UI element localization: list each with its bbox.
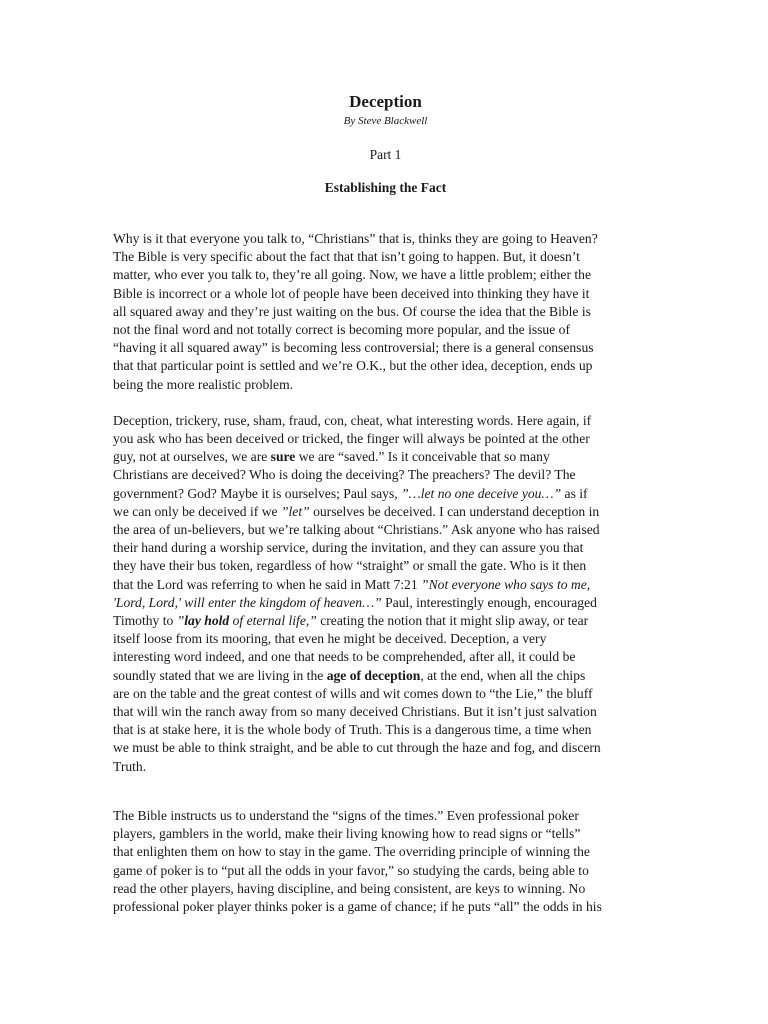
text-run: we are “saved.” Is it conceivable that so many [295,449,550,465]
text-run: The Bible is very specific about the fact that that isn’t going to happen. But, it doesn’t [113,249,580,265]
text-run: Truth. [113,758,147,774]
text-line [113,503,658,521]
text-run: The Bible instructs us to understand the “signs of the times.” Even professional poker [113,807,579,823]
text-run: that is at stake here, it is the whole body of Truth. This is a dangerous time, a time when [113,722,592,738]
text-line [113,557,658,575]
text-run: , at the end, when all the chips [420,667,586,683]
text-line [113,412,658,430]
text-line [113,648,658,666]
text-line [113,357,658,375]
emphasis-text: age of deception [326,667,421,683]
emphasis-text: sure [270,449,296,465]
text-line [113,685,658,703]
text-line [113,576,658,594]
text-line [113,630,658,648]
text-run: Why is it that everyone you talk to, “Christians” that is, thinks they are going to Heaven? [113,231,598,246]
text-run: that will win the ranch away from so many deceived Christians. But it isn’t just salvation [113,704,597,720]
text-run: players, gamblers in the world, make their living knowing how to read signs or “tells” [113,826,581,842]
text-run: you ask who has been deceived or tricked, the finger will always be pointed at the other [113,431,590,447]
text-line [113,448,658,466]
text-line [113,843,658,861]
text-run: “having it all squared away” is becoming less controversial; there is a general consensus [113,340,594,356]
paragraph [113,412,658,776]
text-run: Timothy to [113,613,177,629]
text-line [113,739,658,757]
paragraph [113,807,658,916]
text-run: guy, not at ourselves, we are [113,449,271,465]
text-line [113,485,658,503]
text-run: being the more realistic problem. [113,376,294,392]
text-run: itself loose from its mooring, that even he might be deceived. Deception, a very [113,631,547,647]
text-run: that that particular point is settled and we’re O.K., but the other idea, deception, ends up [113,358,593,374]
text-run: Bible is incorrect or a whole lot of people have been deceived into thinking they have it [113,285,590,301]
text-line [113,521,658,539]
text-run: all squared away and they’re just waiting on the bus. Of course the idea that the Bible is [113,303,591,319]
text-line [113,539,658,557]
text-run: we can only be deceived if we [113,503,281,519]
text-line [113,862,658,880]
emphasis-text: lay hold [184,613,230,629]
text-run: ourselves be deceived. I can understand deception in [309,503,600,519]
text-line [113,807,658,825]
text-line [113,758,658,776]
text-line [113,339,658,357]
text-line [113,667,658,685]
text-run: creating the notion that it might slip away, or tear [316,613,589,629]
text-run: Deception, trickery, ruse, sham, fraud, con, cheat, what interesting words. Here again, if [113,412,592,428]
text-line [113,612,658,630]
text-run: that enlighten them on how to stay in the game. The overriding principle of winning the [113,844,590,860]
document-page [113,90,658,916]
part-heading: Part 1 [369,147,402,162]
text-line [113,880,658,898]
text-run: interesting word indeed, and one that needs to be comprehended, after all, it could be [113,649,576,665]
text-run: matter, who ever you talk to, they’re all going. Now, we have a little problem; either the [113,267,591,283]
text-line [113,898,658,916]
text-line [113,466,658,484]
text-run: government? God? Maybe it is ourselves; Paul says, [113,485,402,501]
author-byline: By Steve Blackwell [343,115,428,127]
text-line [113,376,658,394]
emphasis-text: ”…let no one deceive you…” [401,485,562,501]
text-run: are on the table and the great contest of wills and wit comes down to “the Lie,” the bluff [113,685,593,701]
text-run: that the Lord was referring to when he said in Matt 7:21 [113,576,422,592]
text-line [113,230,658,248]
text-line [113,321,658,339]
emphasis-text: ”let” [280,503,310,519]
text-line [113,703,658,721]
text-run: their hand during a worship service, during the invitation, and they can assure you that [113,540,584,556]
text-line [113,248,658,266]
text-line [113,303,658,321]
text-line [113,721,658,739]
text-run: game of poker is to “put all the odds in your favor,” so studying the cards, being able to [113,862,589,878]
text-run: we must be able to think straight, and be able to cut through the haze and fog, and discern [113,740,601,756]
paragraph [113,230,658,394]
text-run: read the other players, having discipline, and being consistent, are keys to winning. No [113,880,586,896]
text-run: professional poker player thinks poker is a game of chance; if he puts “all” the odds in his [113,898,602,914]
text-run: the area of un-believers, but we’re talking about “Christians.” Ask anyone who has raised [113,522,600,538]
text-line [113,825,658,843]
section-heading: Establishing the Fact [324,180,447,195]
text-run: they have their bus token, regardless of how “straight” or small the gate. Who is it then [113,558,587,574]
emphasis-text: ” [176,613,185,629]
emphasis-text: 'Lord, Lord,' will enter the kingdom of heaven…” [113,594,382,610]
text-line [113,285,658,303]
text-run: Christians are deceived? Who is doing the deceiving? The preachers? The devil? The [113,467,576,483]
text-run: not the final word and not totally correct is becoming more popular, and the issue of [113,322,570,338]
document-title: Deception [349,92,422,111]
text-run: Paul, interestingly enough, encouraged [381,594,597,610]
text-line [113,594,658,612]
text-run: soundly stated that we are living in the [113,667,327,683]
text-line [113,430,658,448]
text-run: as if [561,485,588,501]
emphasis-text: ”Not everyone who says to me, [421,576,591,592]
text-line [113,266,658,284]
emphasis-text: of eternal life,” [229,613,317,629]
